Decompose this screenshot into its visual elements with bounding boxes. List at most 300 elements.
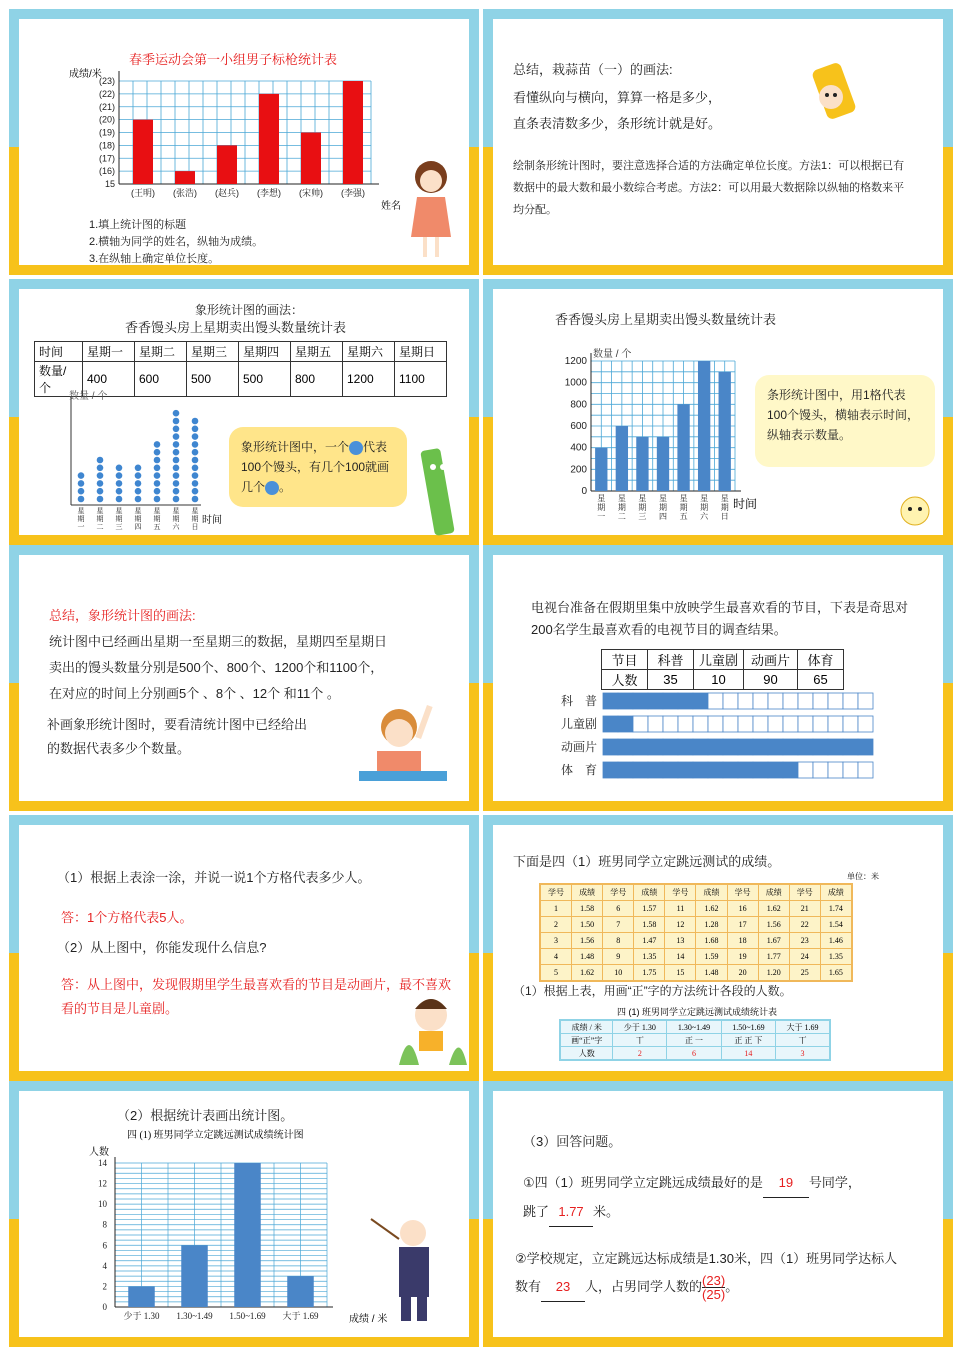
day-label: 星 (638, 494, 647, 503)
x-axis-label: 成绩 / 米 (349, 1314, 388, 1325)
rhyme-line-1: 看懂纵向与横向，算算一格是多少， (513, 90, 722, 105)
grid-cell (828, 762, 843, 778)
table-header-cell: 成绩 (696, 885, 727, 901)
table-cell: 星期二 (135, 342, 187, 362)
grid-cell (678, 762, 693, 778)
x-tick-label: (张浩) (173, 188, 197, 198)
y-tick-label: 10 (98, 1199, 107, 1210)
chart-title: 香香馒头房上星期卖出馒头数量统计表 (555, 312, 777, 327)
teacher-illustration (19, 1091, 469, 1341)
blank-student-no: 19 (763, 1169, 809, 1198)
table-cell: 儿童剧 (694, 650, 744, 670)
day-label: 期 (617, 503, 626, 512)
bulb-illustration (493, 289, 943, 539)
table-cell: 星期六 (343, 342, 395, 362)
day-label: 四 (659, 512, 667, 521)
grid-cell (843, 716, 858, 732)
grid-cell (708, 739, 723, 755)
table-cell: 22 (789, 917, 820, 933)
grid-cell (858, 762, 873, 778)
table-cell: 1100 (395, 362, 447, 397)
day-label: 期 (597, 503, 606, 512)
day-label: 日 (720, 512, 729, 521)
x-tick-label: (李想) (257, 188, 281, 198)
pencil-illustration (493, 19, 943, 269)
table-cell: 1.65 (820, 965, 851, 981)
day-label: 期 (659, 503, 667, 512)
y-tick-label: (20) (98, 114, 115, 125)
table-cell: 节目 (602, 650, 648, 670)
ruler-illustration (19, 289, 469, 539)
table-cell: 6 (603, 901, 634, 917)
note-1: 1.填上统计图的标题 (89, 219, 187, 231)
day-label: 星 (720, 494, 729, 503)
bar-grid-chart (493, 555, 943, 805)
table-cell: 600 (135, 362, 187, 397)
day-label: 星 (659, 494, 667, 503)
note-2: 2.横轴为同学的姓名，纵轴为成绩。 (89, 236, 264, 248)
day-label: 五 (153, 524, 161, 531)
grid-cell (843, 762, 858, 778)
slide-4 (483, 279, 953, 545)
day-label: 期 (77, 516, 85, 523)
y-tick-label: 12 (98, 1178, 107, 1189)
grid-cell (798, 716, 813, 732)
grid-cell (798, 762, 813, 778)
y-tick-label: 0 (581, 486, 587, 497)
y-tick-label: 15 (104, 179, 115, 189)
day-label: 期 (638, 503, 647, 512)
grid-cell (813, 762, 828, 778)
slide-1 (9, 9, 479, 275)
grid-cell (633, 693, 648, 709)
day-label: 星 (134, 508, 142, 515)
fraction: $\frac{(23)}{(25)}$ (702, 1273, 726, 1303)
tally-cell: 正 正 下 (721, 1034, 775, 1047)
day-label: 一 (77, 524, 85, 531)
table-cell: 1.20 (758, 965, 789, 981)
chart-title: 四 (1) 班男同学立定跳远测试成绩统计图 (127, 1130, 304, 1141)
day-label: 一 (597, 512, 606, 521)
table-cell: 5 (541, 965, 572, 981)
tally-cell: 少于 1.30 (613, 1021, 667, 1034)
table-cell: 星期日 (395, 342, 447, 362)
table-cell: 19 (727, 949, 758, 965)
grid-cell (648, 762, 663, 778)
table-cell: 1.59 (696, 949, 727, 965)
table-cell: 500 (187, 362, 239, 397)
grid-cell (753, 716, 768, 732)
grid-cell (678, 693, 693, 709)
grid-cell (768, 693, 783, 709)
tally-cell: 1.30~1.49 (667, 1021, 721, 1034)
grid-cell (723, 739, 738, 755)
table-cell: 1.54 (820, 917, 851, 933)
grid-cell (618, 739, 633, 755)
grid-cell (768, 762, 783, 778)
grid-cell (603, 693, 618, 709)
day-label: 二 (617, 512, 626, 521)
section-head: 下面是四（1）班男同学立定跳远测试的成绩。 (513, 854, 781, 869)
grid-cell (663, 716, 678, 732)
table-header-cell: 学号 (603, 885, 634, 901)
day-label: 期 (679, 503, 688, 512)
table-cell: 1 (541, 901, 572, 917)
table-cell: 13 (665, 933, 696, 949)
table-cell: 1.48 (572, 949, 603, 965)
table-cell: 1.46 (820, 933, 851, 949)
y-axis-label: 人数 (89, 1147, 109, 1158)
table-header-cell: 成绩 (572, 885, 603, 901)
table-cell: 1200 (343, 362, 395, 397)
grid-cell (663, 693, 678, 709)
table-cell: 体育 (798, 650, 844, 670)
grid-cell (723, 693, 738, 709)
table-header-cell: 成绩 (820, 885, 851, 901)
x-tick-label: (李强) (341, 188, 365, 198)
slide-10 (483, 1081, 953, 1347)
table-cell: 1.47 (634, 933, 665, 949)
table-header-cell: 成绩 (634, 885, 665, 901)
grid-cell (738, 716, 753, 732)
tally-cell: 1.50~1.69 (721, 1021, 775, 1034)
y-tick-label: 14 (98, 1158, 107, 1168)
y-tick-label: 6 (102, 1240, 107, 1251)
summary-head: 总结，象形统计图的画法: (49, 608, 196, 623)
day-label: 期 (115, 516, 123, 523)
table-title: 香香馒头房上星期卖出馒头数量统计表 (125, 320, 347, 335)
tally-table-title: 四 (1) 班男同学立定跳远测试成绩统计表 (617, 1007, 778, 1017)
section-head: （3）回答问题。 (523, 1134, 622, 1149)
grid-cell (648, 693, 663, 709)
day-label: 星 (700, 494, 709, 503)
grid-cell (708, 716, 723, 732)
day-label: 四 (134, 524, 142, 531)
table-cell: 1.58 (634, 917, 665, 933)
grid-cell (768, 739, 783, 755)
answer-2: ②学校规定，立定跳远达标成绩是1.30米，四（1）班男同学达标人 数有 23 人，占男同学人数的 $\frac{(23)}{(25)}$ 。 (515, 1251, 898, 1303)
table-cell: 65 (798, 670, 844, 690)
table-cell: 1.77 (758, 949, 789, 965)
tally-table (559, 1019, 831, 1061)
table-cell: 星期三 (187, 342, 239, 362)
question-1: （1）根据上表，用画“正”字的方法统计各段的人数。 (513, 984, 792, 998)
grid-cell (828, 693, 843, 709)
tally-cell: 丅 (613, 1034, 667, 1047)
section-head: （2）根据统计表画出统计图。 (117, 1108, 294, 1123)
table-cell: 1.57 (634, 901, 665, 917)
table-cell: 星期五 (291, 342, 343, 362)
table-cell: 1.35 (634, 949, 665, 965)
table-cell: 1.50 (572, 917, 603, 933)
chart-title: 春季运动会第一小组男子标枪统计表 (129, 52, 338, 67)
grid-cell (603, 716, 618, 732)
day-label: 五 (679, 512, 688, 521)
table-cell: 1.62 (696, 901, 727, 917)
table-cell: 17 (727, 917, 758, 933)
table-cell: 人数 (602, 670, 648, 690)
grid-cell (843, 693, 858, 709)
x-tick-label: (赵兵) (215, 188, 239, 198)
question-1: （1）根据上表涂一涂，并说一说1个方格代表多少人。 (57, 870, 371, 885)
grid-cell (648, 739, 663, 755)
y-axis-label: 数量 / 个 (69, 391, 108, 402)
y-tick-label: (17) (98, 153, 115, 164)
tally-cell: 画“正”字 (561, 1034, 613, 1047)
grid-cell (633, 716, 648, 732)
table-cell: 1.68 (696, 933, 727, 949)
table-cell: 1.58 (572, 901, 603, 917)
table-cell: 9 (603, 949, 634, 965)
y-tick-label: 8 (102, 1219, 107, 1230)
student-illustration (19, 555, 469, 805)
x-tick-label: 1.30~1.49 (176, 1311, 213, 1321)
scores-table (539, 883, 853, 982)
table-cell: 35 (648, 670, 694, 690)
table-cell: 14 (665, 949, 696, 965)
grid-cell (678, 716, 693, 732)
blank-count: 23 (541, 1273, 585, 1302)
grid-cell (618, 716, 633, 732)
slide-6 (483, 545, 953, 811)
table-cell: 1.62 (758, 901, 789, 917)
grid-cell (858, 739, 873, 755)
grid-cell (648, 716, 663, 732)
unit-label: 单位：米 (847, 872, 879, 881)
section-head: 象形统计图的画法： (195, 303, 304, 317)
table-cell: 21 (789, 901, 820, 917)
day-label: 星 (153, 508, 161, 515)
day-label: 期 (134, 516, 142, 523)
row-label: 科 普 (560, 694, 597, 708)
table-cell: 23 (789, 933, 820, 949)
slide-9 (9, 1081, 479, 1347)
grid-cell (783, 693, 798, 709)
table-cell: 1.28 (696, 917, 727, 933)
grid-cell (738, 739, 753, 755)
tally-cell: 正 一 (667, 1034, 721, 1047)
slide-3 (9, 279, 479, 545)
answer-2: 答：从上图中，发现假期里学生最喜欢看的节目是动画片，最不喜欢看的节目是儿童剧。 (61, 977, 452, 1016)
tally-cell: 成绩 / 米 (561, 1021, 613, 1034)
day-label: 星 (191, 508, 199, 515)
slide-2 (483, 9, 953, 275)
grid-cell (858, 693, 873, 709)
answer-1: 答：1个方格代表5人。 (61, 910, 193, 925)
grid-cell (768, 716, 783, 732)
grid-cell (603, 739, 618, 755)
day-label: 期 (191, 516, 199, 523)
y-tick-label: 4 (102, 1260, 107, 1271)
table-header-cell: 成绩 (758, 885, 789, 901)
x-tick-label: (宋帅) (299, 188, 323, 198)
speech-bubble: 条形统计图中，用1格代表100个馒头，横轴表示时间，纵轴表示数量。 (755, 375, 935, 467)
table-cell: 1.48 (696, 965, 727, 981)
tally-cell: 丅 (776, 1034, 830, 1047)
grid-cell (693, 739, 708, 755)
grid-cell (813, 693, 828, 709)
note-3: 3.在纵轴上确定单位长度。 (89, 253, 220, 265)
y-tick-label: 1200 (564, 356, 587, 367)
table-cell: 500 (239, 362, 291, 397)
grid-cell (708, 693, 723, 709)
y-axis-label: 成绩/米 (69, 69, 102, 80)
speech-bubble: 象形统计图中，一个 代表100个馒头，有几个100就画几个 。 (229, 427, 407, 507)
day-label: 六 (172, 524, 180, 531)
grid-cell (663, 762, 678, 778)
grid-cell (753, 739, 768, 755)
grid-cell (813, 716, 828, 732)
day-label: 星 (617, 494, 626, 503)
tally-cell: 6 (667, 1047, 721, 1060)
table-cell: 星期四 (239, 342, 291, 362)
table-header-cell: 学号 (789, 885, 820, 901)
table-cell: 1.35 (820, 949, 851, 965)
grid-cell (618, 762, 633, 778)
intro: 电视台准备在假期里集中放映学生最喜欢看的节目，下表是奇思对 200名学生最喜欢看的电视节目的调查结果。 (531, 600, 909, 637)
row-label: 儿童剧 (560, 717, 597, 731)
day-label: 期 (720, 503, 729, 512)
grid-cell (813, 739, 828, 755)
grid-cell (693, 716, 708, 732)
grid-cell (783, 716, 798, 732)
grid-cell (738, 762, 753, 778)
boy-illustration (19, 825, 469, 1075)
grid-cell (753, 762, 768, 778)
grid-cell (753, 693, 768, 709)
x-tick-label: 大于 1.69 (282, 1311, 319, 1321)
table-cell: 科普 (648, 650, 694, 670)
grid-cell (858, 716, 873, 732)
y-tick-label: 800 (570, 399, 587, 411)
grid-cell (783, 739, 798, 755)
table-cell: 16 (727, 901, 758, 917)
slide-5 (9, 545, 479, 811)
day-label: 二 (96, 524, 104, 531)
table-cell: 400 (83, 362, 135, 397)
table-cell: 4 (541, 949, 572, 965)
table-header-cell: 学号 (665, 885, 696, 901)
y-tick-label: 400 (570, 442, 587, 454)
table-cell: 8 (603, 933, 634, 949)
grid-cell (828, 716, 843, 732)
slide-7 (9, 815, 479, 1081)
table-cell: 1.74 (820, 901, 851, 917)
day-label: 星 (597, 494, 606, 503)
table-header-cell: 学号 (727, 885, 758, 901)
day-label: 期 (700, 503, 709, 512)
grid-cell (723, 716, 738, 732)
tally-cell: 人数 (561, 1047, 613, 1060)
y-tick-label: 600 (570, 421, 587, 432)
x-tick-label: 少于 1.30 (123, 1311, 160, 1321)
table-cell: 15 (665, 965, 696, 981)
table-cell: 7 (603, 917, 634, 933)
grid-cell (723, 762, 738, 778)
grid-cell (678, 739, 693, 755)
row-label: 体 育 (560, 763, 597, 777)
table-cell: 1.56 (572, 933, 603, 949)
tally-cell: 大于 1.69 (776, 1021, 830, 1034)
y-tick-label: (22) (98, 88, 115, 99)
x-axis-label: 姓名 (381, 201, 401, 212)
day-label: 期 (172, 516, 180, 523)
grid-cell (798, 693, 813, 709)
row-label: 动画片 (560, 740, 597, 754)
table-cell: 24 (789, 949, 820, 965)
grid-cell (693, 762, 708, 778)
day-label: 星 (115, 508, 123, 515)
x-axis-label: 时间 (202, 515, 222, 526)
table-cell: 10 (603, 965, 634, 981)
summary-head: 总结，栽蒜苗（一）的画法: (513, 62, 673, 77)
table-cell: 25 (789, 965, 820, 981)
y-tick-label: (18) (98, 140, 115, 151)
y-tick-label: 2 (102, 1281, 107, 1292)
day-label: 三 (115, 524, 123, 531)
grid-cell (828, 739, 843, 755)
grid-cell (738, 693, 753, 709)
x-tick-label: (王明) (131, 188, 155, 198)
summary-body: 统计图中已经画出星期一至星期三的数据，星期四至星期日 卖出的馒头数量分别是500个、800个、1200个和1100个， 在对应的时间上分别画5个 、8个 、12个 和11个 。 (49, 634, 388, 701)
table-cell: 90 (744, 670, 798, 690)
table-cell: 20 (727, 965, 758, 981)
table-cell: 1.56 (758, 917, 789, 933)
method-paragraph: 绘制条形统计图时，要注意选择合适的方法确定单位长度。方法1：可以根据已有数据中的最大数和最小数综合考虑。方法2：可以用最大数据除以纵轴的格数来平均分配。 (513, 160, 905, 216)
table-cell: 3 (541, 933, 572, 949)
table-cell: 12 (665, 917, 696, 933)
day-label: 星 (679, 494, 688, 503)
day-label: 期 (153, 516, 161, 523)
table-cell: 1.67 (758, 933, 789, 949)
day-label: 期 (96, 516, 104, 523)
tally-cell: 3 (776, 1047, 830, 1060)
table-cell: 2 (541, 917, 572, 933)
y-tick-label: (21) (98, 101, 115, 112)
y-tick-label: 1000 (564, 377, 587, 389)
tally-cell: 2 (613, 1047, 667, 1060)
grid-cell (618, 693, 633, 709)
y-tick-label: 200 (570, 464, 587, 476)
table-cell: 数量/个 (35, 362, 83, 397)
grid-cell (843, 739, 858, 755)
grid-cell (783, 762, 798, 778)
table-cell: 1.75 (634, 965, 665, 981)
table-cell: 星期一 (83, 342, 135, 362)
summary-tail: 补画象形统计图时，要看清统计图中已经给出 的数据代表多少个数量。 (47, 717, 308, 756)
blank-distance: 1.77 (549, 1198, 593, 1227)
y-tick-label: (16) (98, 166, 115, 177)
day-label: 星 (96, 508, 104, 515)
grid-cell (603, 762, 618, 778)
table-cell: 10 (694, 670, 744, 690)
grid-cell (708, 762, 723, 778)
x-tick-label: 1.50~1.69 (229, 1311, 266, 1321)
table-cell: 动画片 (744, 650, 798, 670)
rhyme-line-2: 直条表清数多少，条形统计就是好。 (513, 116, 722, 131)
y-tick-label: (23) (98, 76, 115, 86)
table-cell: 18 (727, 933, 758, 949)
grid-cell (798, 739, 813, 755)
grid-cell (693, 693, 708, 709)
day-label: 日 (191, 524, 199, 531)
tally-cell: 14 (721, 1047, 775, 1060)
grid-cell (633, 739, 648, 755)
y-tick-label: (19) (98, 127, 115, 138)
girl-illustration (19, 19, 469, 269)
table-cell: 11 (665, 901, 696, 917)
table-cell: 800 (291, 362, 343, 397)
